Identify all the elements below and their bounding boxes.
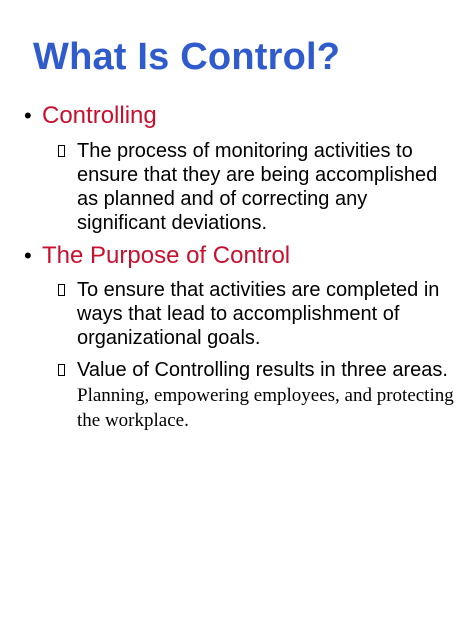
square-bullet-icon <box>58 364 65 376</box>
sub-point-text: Value of Controlling results in three areas. <box>77 359 448 381</box>
bullet-dot: • <box>24 243 32 268</box>
bullet-heading-controlling: Controlling <box>42 102 157 129</box>
bullet-heading-purpose: The Purpose of Control <box>42 242 291 269</box>
bullet-dot: • <box>24 103 32 128</box>
sub-point-serif-tail: Planning, empowering employees, and protecting the workplace. <box>77 385 454 431</box>
sub-point-value-of-controlling <box>58 358 458 433</box>
sub-point-text-wrapper <box>77 358 458 433</box>
sub-point-controlling-definition <box>58 139 458 235</box>
bullet-controlling <box>24 102 157 130</box>
square-bullet-icon <box>58 284 65 296</box>
bullet-purpose-of-control <box>24 242 290 270</box>
slide-title: What Is Control? <box>33 36 341 78</box>
sub-point-text: The process of monitoring activities to ensure that they are being accomplished as planned and of correcting any significant deviations. <box>77 140 438 234</box>
square-bullet-icon <box>58 145 65 157</box>
sub-point-text: To ensure that activities are completed in ways that lead to accomplishment of organizational goals. <box>77 279 440 349</box>
sub-point-purpose-goals <box>58 278 458 350</box>
